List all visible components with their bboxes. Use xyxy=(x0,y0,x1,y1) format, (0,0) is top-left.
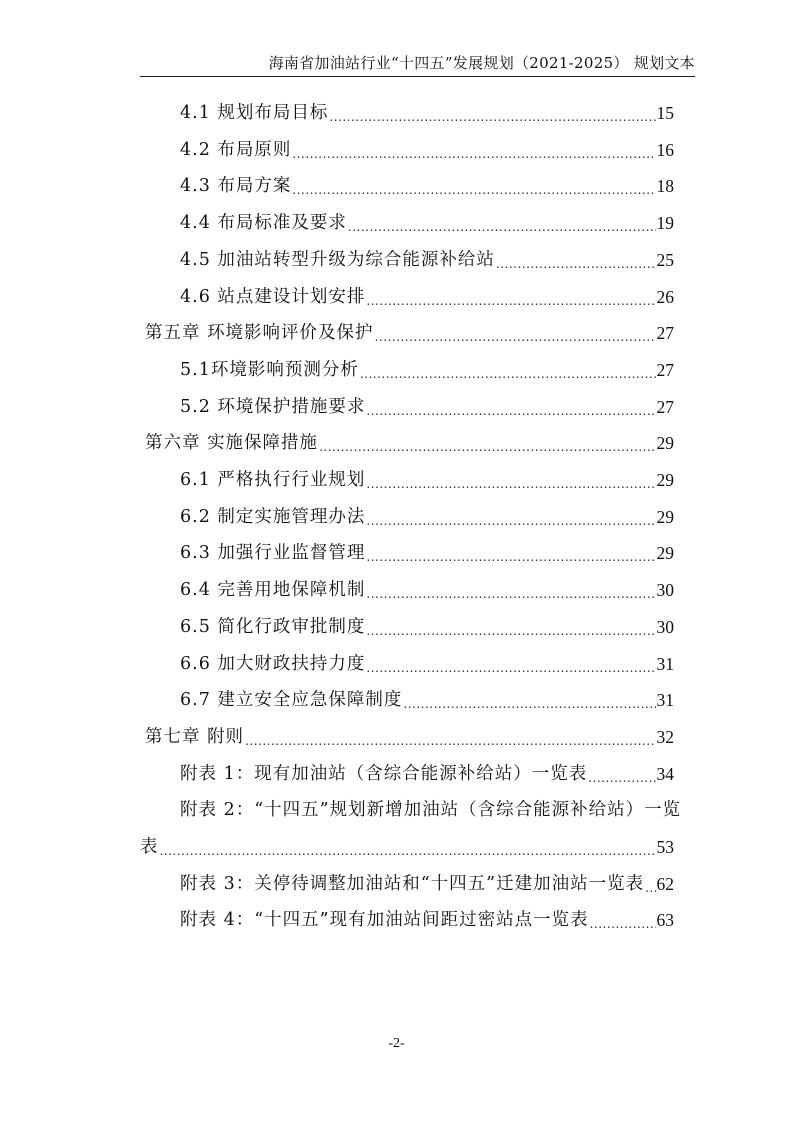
toc-entry-label: 4.3 布局方案 xyxy=(180,176,292,197)
dot-leader xyxy=(588,761,655,787)
toc-entry[interactable] xyxy=(180,907,674,933)
toc-entry-label: 第五章 环境影响评价及保护 xyxy=(145,323,374,344)
toc-entry[interactable] xyxy=(180,394,674,420)
toc-entry-page: 31 xyxy=(656,653,674,674)
toc-entry-page: 62 xyxy=(656,873,674,894)
toc-entry[interactable] xyxy=(180,577,674,603)
dot-leader xyxy=(245,724,655,750)
toc-entry-page: 25 xyxy=(656,249,674,270)
toc-entry-page: 31 xyxy=(656,690,674,711)
dot-leader xyxy=(292,173,655,199)
toc-entry-label: 6.2 制定实施管理办法 xyxy=(180,506,366,527)
dot-leader xyxy=(366,651,655,677)
toc-entry-wrapped-line2[interactable] xyxy=(140,834,674,860)
dot-leader xyxy=(366,540,655,566)
toc-entry-label: 第七章 附则 xyxy=(145,726,245,747)
toc-entry-page: 16 xyxy=(656,139,674,160)
toc-entry-page: 63 xyxy=(656,910,674,931)
toc-entry[interactable] xyxy=(145,724,674,750)
toc-entry-page: 29 xyxy=(656,506,674,527)
toc-entry[interactable] xyxy=(180,284,674,310)
toc-entry[interactable] xyxy=(180,504,674,530)
dot-leader xyxy=(329,100,655,126)
toc-entry-label: 4.1 规划布局目标 xyxy=(180,103,329,123)
toc-entry-page: 32 xyxy=(656,726,674,747)
dot-leader xyxy=(366,467,655,493)
toc-entry[interactable] xyxy=(180,687,674,713)
header-title: 海南省加油站行业“十四五”发展规划（2021-2025） 规划文本 xyxy=(268,54,695,72)
toc-entry-page: 29 xyxy=(656,433,674,454)
toc-entry-page: 29 xyxy=(656,543,674,564)
toc-entry[interactable] xyxy=(180,871,674,897)
dot-leader xyxy=(366,614,655,640)
toc-entry[interactable] xyxy=(180,651,674,677)
dot-leader xyxy=(590,907,656,933)
toc-entry[interactable] xyxy=(180,761,674,787)
toc-entry-wrapped-line1[interactable]: 附表 2：“十四五”规划新增加油站（含综合能源补给站）一览 xyxy=(180,800,682,821)
toc-entry-page: 34 xyxy=(656,763,674,784)
toc-entry-label: 4.2 布局原则 xyxy=(180,139,292,160)
dot-leader xyxy=(496,247,656,273)
dot-leader xyxy=(366,504,655,530)
toc-entry-label: 5.1环境影响预测分析 xyxy=(180,359,359,380)
dot-leader xyxy=(319,430,655,456)
toc-entry[interactable] xyxy=(180,467,674,493)
toc-entry-label: 表 xyxy=(140,837,159,857)
toc-entry-page: 29 xyxy=(656,470,674,490)
toc-entry-page: 15 xyxy=(656,103,674,123)
toc-entry-page: 27 xyxy=(656,359,674,380)
toc-entry-label: 6.5 简化行政审批制度 xyxy=(180,616,366,637)
toc-entry-page: 27 xyxy=(656,396,674,417)
toc-entry-page: 53 xyxy=(656,837,674,857)
toc-entry-label: 4.6 站点建设计划安排 xyxy=(180,286,366,307)
dot-leader xyxy=(360,357,656,383)
dot-leader xyxy=(645,871,655,897)
dot-leader xyxy=(366,577,655,603)
toc-entry[interactable] xyxy=(145,430,674,456)
toc-entry-label: 4.4 布局标准及要求 xyxy=(180,213,347,234)
toc-entry-label: 5.2 环境保护措施要求 xyxy=(180,396,366,417)
dot-leader xyxy=(375,320,656,346)
toc-entry[interactable] xyxy=(145,320,674,346)
toc-entry-label: 附表 1：现有加油站（含综合能源补给站）一览表 xyxy=(180,763,588,784)
dot-leader xyxy=(403,687,655,713)
toc-entry-label: 6.7 建立安全应急保障制度 xyxy=(180,690,403,711)
toc-entry[interactable] xyxy=(180,357,674,383)
toc-entry-label: 第六章 实施保障措施 xyxy=(145,433,319,454)
dot-leader xyxy=(366,284,655,310)
toc-entry-page: 26 xyxy=(656,286,674,307)
dot-leader xyxy=(160,834,656,860)
toc-entry[interactable] xyxy=(180,137,674,163)
dot-leader xyxy=(366,394,655,420)
dot-leader xyxy=(292,137,655,163)
toc-entry-label: 6.6 加大财政扶持力度 xyxy=(180,653,366,674)
toc-entry[interactable] xyxy=(180,210,674,236)
toc-entry-label: 附表 4：“十四五”现有加油站间距过密站点一览表 xyxy=(180,910,589,931)
toc-entry-page: 30 xyxy=(656,616,674,637)
toc-entry[interactable] xyxy=(180,540,674,566)
toc-entry[interactable] xyxy=(180,614,674,640)
page-header xyxy=(140,52,695,77)
toc-entry[interactable] xyxy=(180,173,674,199)
toc-entry-page: 18 xyxy=(656,176,674,197)
toc-entry-label: 6.4 完善用地保障机制 xyxy=(180,580,366,601)
toc-entry[interactable] xyxy=(180,247,674,273)
toc-entry-label: 6.3 加强行业监督管理 xyxy=(180,543,366,564)
toc-entry-label: 6.1 严格执行行业规划 xyxy=(180,470,366,490)
dot-leader xyxy=(348,210,656,236)
toc-entry-label: 4.5 加油站转型升级为综合能源补给站 xyxy=(180,249,495,270)
toc-entry-page: 30 xyxy=(656,580,674,601)
page-number: -2- xyxy=(388,1036,405,1051)
toc-entry-page: 27 xyxy=(656,323,674,344)
toc-entry-page: 19 xyxy=(656,213,674,234)
toc-entry-label: 附表 3：关停待调整加油站和“十四五”迁建加油站一览表 xyxy=(180,873,645,894)
toc-entry[interactable] xyxy=(180,100,674,126)
